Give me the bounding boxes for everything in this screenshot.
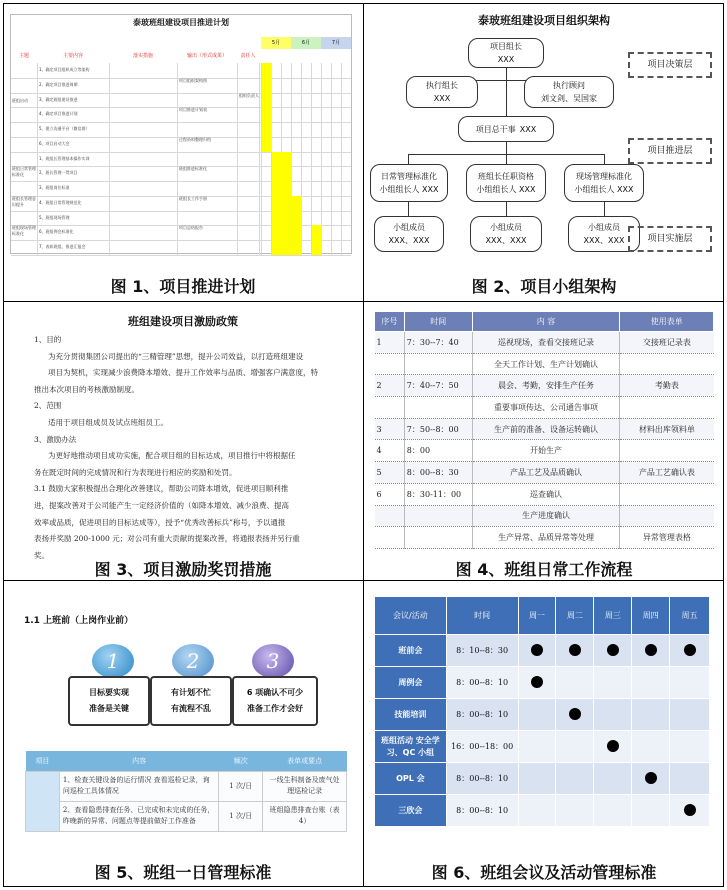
table-row: [375, 731, 710, 763]
table-row: [375, 667, 710, 699]
table-cell: 7：30--7：40: [404, 332, 472, 354]
org-node-title: 小组成员: [588, 223, 620, 232]
table-cell: 1、检查关键设备的运行情况 查看巡检记录，询问巡检工具体情况: [59, 771, 218, 801]
table-row: [375, 527, 714, 549]
org-node-name: XXX: [433, 94, 451, 103]
task-label: 2、确定项目推进周期: [39, 81, 78, 87]
activity-name: 技能培训: [375, 699, 447, 731]
table-cell: 重要事项传达、公司通告事项: [472, 397, 620, 419]
table-cell: 4: [375, 440, 405, 462]
org-chart-title: 泰玻班组建设项目组织架构: [478, 14, 610, 27]
column-header: 时间: [446, 597, 518, 635]
table-row: [375, 440, 714, 462]
column-header: 频次: [219, 751, 263, 771]
org-node-general-manager: [458, 116, 554, 142]
table-cell: [620, 397, 714, 419]
grid-line: [11, 152, 351, 153]
task-label: 1、确定项目组织成立等架构: [39, 67, 90, 72]
scheduled-dot-icon: [607, 644, 619, 656]
table-cell: 巡视现场，查看交接班记录: [472, 332, 620, 354]
org-node-leader: [468, 38, 544, 68]
table-cell: 产品工艺确认表: [620, 462, 714, 484]
task-label: 1、班组长管理基本操作实训: [39, 155, 90, 161]
grid-line: [11, 122, 351, 123]
table-row: [375, 483, 714, 505]
column-header: 内容: [59, 751, 218, 771]
activity-name: 班前会: [375, 635, 447, 667]
table-row: [375, 795, 710, 827]
org-node-name: XXX: [497, 55, 515, 64]
principle-card-3: 6 项确认不可少 准备工作才会好: [232, 676, 318, 726]
scheduled-dot-icon: [684, 644, 696, 656]
table-row: [375, 353, 714, 375]
org-node-group-1: [370, 164, 448, 202]
day-cell: [670, 763, 710, 795]
caption-fig3: 图 3、项目激励奖罚措施: [94, 560, 272, 579]
step-badge-3: 3: [252, 644, 294, 678]
owner-label: 组织负责人: [239, 92, 259, 98]
policy-paragraph: 奖。: [34, 550, 49, 560]
task-label: 5、建立沟通平台（微信群）: [39, 126, 90, 132]
day-cell: [556, 795, 594, 827]
output-label: 项目总结报告: [179, 225, 203, 231]
column-header: 落实措施: [132, 53, 153, 59]
output-label: 班组推进标准化: [179, 166, 207, 172]
month-header: 5月: [261, 37, 291, 49]
table-cell: 8：00: [404, 440, 472, 462]
table-cell: 7：50--8：00: [404, 418, 472, 440]
day-cell: [670, 667, 710, 699]
policy-paragraph: 1、目的: [34, 335, 62, 344]
column-header: 周一: [518, 597, 556, 635]
principle-card-1: 目标要实现 准备是关键: [68, 676, 150, 726]
table-cell: 材料出库领料单: [620, 418, 714, 440]
policy-paragraph: 推出本次项目的考核激励制度。: [34, 384, 139, 394]
scheduled-dot-icon: [645, 644, 657, 656]
activity-name: OPL 会: [375, 763, 447, 795]
org-node-title: 小组成员: [393, 223, 425, 232]
day-cell: [556, 635, 594, 667]
caption-fig6: 图 6、班组会议及活动管理标准: [431, 863, 657, 882]
org-node-title: 执行组长: [426, 81, 458, 90]
day-cell: [556, 699, 594, 731]
table-row: [375, 462, 714, 484]
org-node-exec-leader: [406, 76, 478, 108]
day-cell: [518, 699, 556, 731]
activity-time: 8：10--8：30: [446, 635, 518, 667]
policy-paragraph: 效率或品质，促进项目的目标达成等），授予“优秀改善标兵”称号，予以通报: [34, 517, 286, 527]
table-cell: 生产异常、品质异常等处理: [472, 527, 620, 549]
table-cell: 2、查看隐患排查任务、已完成和未完成的任务，昨晚新的异常、问题点等提前做好工作准备: [59, 801, 218, 831]
day-cell: [518, 667, 556, 699]
org-node-consultant: [524, 76, 614, 108]
task-label: 4、班组日常管理规范化: [39, 199, 82, 205]
policy-paragraph: 3、激励办法: [34, 434, 77, 444]
day-cell: [632, 699, 670, 731]
table-cell: 交接班记录表: [620, 332, 714, 354]
org-chart: [364, 4, 724, 301]
day-cell: [632, 763, 670, 795]
activity-time: 8：00--8：10: [446, 667, 518, 699]
task-label: 6、班组例会标准化: [39, 229, 74, 235]
phase-label: 班组日常管理标准化: [12, 166, 36, 178]
policy-paragraph: 3.1 鼓励大家积极提出合理化改善建议，帮助公司降本增效，促进项目顺利推: [34, 484, 289, 494]
table-cell: 2: [375, 375, 405, 397]
output-label: 班组长工作手册: [179, 195, 207, 201]
day-cell: [518, 763, 556, 795]
table-cell: 巡查确认: [472, 483, 620, 505]
policy-title: 班组建设项目激励政策: [128, 315, 238, 328]
table-cell: 产品工艺及品质确认: [472, 462, 620, 484]
org-node-group-3: [564, 164, 644, 202]
org-node-title: 班组长任职资格: [478, 172, 534, 181]
org-node-title: 项目组长: [490, 42, 522, 51]
task-label: 5、班组现场管理: [39, 214, 70, 220]
table-row: [375, 397, 714, 419]
table-cell: 考勤表: [620, 375, 714, 397]
table-row: [375, 699, 710, 731]
output-label: 项目推进计划表: [179, 107, 207, 113]
table-cell: 8：00--8：30: [404, 462, 472, 484]
column-header: 项目: [26, 751, 60, 771]
caption-fig4: 图 4、班组日常工作流程: [455, 560, 633, 579]
step-badge-1: 1: [92, 644, 134, 678]
section-subtitle: 1.1 上班前（上岗作业前）: [24, 616, 134, 626]
day-cell: [670, 699, 710, 731]
table-cell: [375, 397, 405, 419]
table-row: [375, 418, 714, 440]
org-node-name: XXX: [519, 124, 537, 134]
table-cell: [375, 527, 405, 549]
column-header: 周三: [594, 597, 632, 635]
day-cell: [556, 763, 594, 795]
day-cell: [594, 667, 632, 699]
policy-paragraph: 表扬并奖励 200-1000 元；对公司有重大贡献的提案改善，将通报表扬并另行重: [34, 534, 300, 544]
column-header: 时间: [404, 312, 472, 332]
table-cell: [620, 505, 714, 527]
day-cell: [670, 731, 710, 763]
day-cell: [670, 795, 710, 827]
org-node-name: XXX、XXX: [583, 236, 625, 245]
policy-paragraph: 为充分贯彻集团公司提出的“三精管理”思想，提升公司效益，以打造班组建设: [48, 351, 304, 361]
org-node-name: XXX、XXX: [388, 236, 430, 245]
table-cell: 1 次/日: [219, 801, 263, 831]
table-cell: 一线生科制备及废气处理巡检记录: [263, 771, 347, 801]
daily-workflow-table: [374, 311, 714, 549]
table-row: [375, 505, 714, 527]
grid-divider-row-2: [3, 580, 724, 581]
column-header: 周五: [670, 597, 710, 635]
principle-card-2: 有计划不忙 有流程不乱: [150, 676, 232, 726]
table-cell: [620, 483, 714, 505]
grid-line: [11, 93, 351, 94]
column-header: 周二: [556, 597, 594, 635]
column-header: 主要内容: [62, 53, 83, 59]
day-cell: [670, 635, 710, 667]
activity-time: 8：00--8：10: [446, 795, 518, 827]
task-label: 2、班长管理一贯项目: [39, 170, 78, 176]
gantt-grid: [11, 63, 351, 255]
table-cell: 1: [375, 332, 405, 354]
task-label: 3、确定班组建设推进: [39, 96, 78, 102]
org-node-member-2: [470, 216, 542, 252]
table-cell: [26, 771, 60, 831]
step-badge-2: 2: [172, 644, 214, 678]
column-header: 输出（形式成果）: [186, 53, 227, 59]
scheduled-dot-icon: [531, 644, 543, 656]
task-label: 4、确定项目推进计划: [39, 111, 78, 117]
table-cell: 生产进度确认: [472, 505, 620, 527]
policy-paragraph: 项目为契机，实现减少浪费降本增效、提升工作效率与品质、增强客户满意度，特: [48, 368, 318, 378]
org-node-title: 小组成员: [490, 223, 522, 232]
policy-paragraph: 务在既定时间的完成情况和行为表现进行相应的奖励和处罚。: [34, 467, 237, 477]
table-cell: 1 次/日: [219, 771, 263, 801]
legend-implementation-layer: 项目实施层: [628, 226, 712, 252]
task-label: 6、项目启动大会: [39, 140, 70, 146]
output-label: 项目组织架构图: [179, 77, 207, 83]
table-cell: 异常管理表格: [620, 527, 714, 549]
activity-time: 8：00--8：10: [446, 699, 518, 731]
table-cell: [404, 353, 472, 375]
day-cell: [518, 795, 556, 827]
activity-name: 三欣会: [375, 795, 447, 827]
scheduled-dot-icon: [531, 676, 543, 688]
table-cell: 6: [375, 483, 405, 505]
scheduled-dot-icon: [569, 644, 581, 656]
legend-promotion-layer: 项目推进层: [628, 138, 712, 164]
column-header: 主题: [18, 53, 29, 59]
policy-paragraph: 进，提案改善对于公司能产生一定经济价值的（如降本增效、减少浪费、提高: [34, 501, 289, 510]
activity-name: 班组活动 安全学习、QC 小组: [375, 731, 447, 763]
table-row: [26, 801, 347, 831]
day-cell: [518, 731, 556, 763]
column-header: 周四: [632, 597, 670, 635]
policy-paragraph: 适用于项目组成员及试点班组员工。: [48, 418, 168, 427]
table-cell: 生产前的准备、设备运转确认: [472, 418, 620, 440]
column-header: 使用表单: [620, 312, 714, 332]
caption-fig2: 图 2、项目小组架构: [471, 277, 617, 296]
gantt-bar: [292, 196, 302, 255]
caption-fig5: 图 5、班组一日管理标准: [94, 863, 272, 882]
column-header: 序号: [375, 312, 405, 332]
table-cell: [375, 353, 405, 375]
table-cell: [375, 505, 405, 527]
legend-decision-layer: 项目决策层: [628, 52, 712, 78]
day-cell: [556, 667, 594, 699]
phase-label: 班组启动: [12, 98, 28, 104]
activity-time: 8：00--8：10: [446, 763, 518, 795]
gantt-bar: [262, 63, 272, 152]
gantt-spreadsheet: [10, 14, 352, 254]
table-cell: 晨会、考勤，安排生产任务: [472, 375, 620, 397]
column-header: 表单或要点: [263, 751, 347, 771]
day-cell: [594, 699, 632, 731]
grid-line: [11, 255, 351, 256]
column-header: 内 容: [472, 312, 620, 332]
task-label: 3、班组岗位标准: [39, 185, 70, 191]
day-cell: [518, 635, 556, 667]
meeting-schedule-table: [374, 596, 710, 827]
column-header: 会议/活动: [375, 597, 447, 635]
table-cell: [404, 397, 472, 419]
daily-management-table: [25, 751, 347, 832]
table-row: [375, 375, 714, 397]
org-node-title: 日常管理标准化: [381, 172, 437, 181]
org-node-name: XXX、XXX: [485, 236, 527, 245]
day-cell: [632, 667, 670, 699]
day-cell: [556, 731, 594, 763]
day-cell: [632, 635, 670, 667]
output-label: 过程资料整理归档: [179, 136, 211, 142]
table-cell: [404, 505, 472, 527]
gantt-bar: [282, 152, 292, 255]
table-cell: [620, 353, 714, 375]
org-node-name: 小组组长人 XXX: [379, 185, 439, 194]
table-row: [375, 635, 710, 667]
table-cell: [404, 527, 472, 549]
table-cell: 全天工作计划、生产计划确认: [472, 353, 620, 375]
org-node-name: 小组组长人 XXX: [574, 185, 634, 194]
scheduled-dot-icon: [645, 772, 657, 784]
activity-time: 16：00--18：00: [446, 731, 518, 763]
table-row: [26, 771, 347, 801]
column-header: 责任人: [240, 53, 256, 59]
scheduled-dot-icon: [569, 708, 581, 720]
connector: [506, 66, 507, 116]
org-node-title: 执行顾问: [553, 81, 585, 90]
org-node-member-1: [374, 216, 444, 252]
table-cell: 开始生产: [472, 440, 620, 462]
org-node-name: 刘文剑、吴国家: [541, 94, 597, 103]
grid-divider-row-1: [3, 301, 724, 302]
policy-paragraph: 2、范围: [34, 401, 62, 411]
day-cell: [594, 635, 632, 667]
connector: [506, 141, 507, 155]
day-cell: [594, 731, 632, 763]
scheduled-dot-icon: [607, 740, 619, 752]
scheduled-dot-icon: [684, 804, 696, 816]
table-cell: 3: [375, 418, 405, 440]
policy-paragraph: 为更好地推动项目成功实施，配合项目组的目标达成，项目推行中将根据任: [48, 451, 296, 461]
day-cell: [632, 795, 670, 827]
gantt-bar: [272, 152, 282, 255]
table-cell: 班组隐患排查台账（表 4）: [263, 801, 347, 831]
day-cell: [594, 795, 632, 827]
month-header: 7月: [321, 37, 351, 49]
table-row: [375, 763, 710, 795]
day-cell: [632, 731, 670, 763]
phase-label: 班组现场管理标准化: [12, 225, 36, 237]
gantt-title: 泰玻班组建设项目推进计划: [133, 18, 229, 27]
caption-fig1: 图 1、项目推进计划: [110, 277, 256, 296]
activity-name: 周例会: [375, 667, 447, 699]
org-node-title: 现场管理标准化: [576, 172, 632, 181]
table-cell: [620, 440, 714, 462]
table-cell: 5: [375, 462, 405, 484]
task-label: 7、表彰班组、推进汇报会: [39, 244, 86, 250]
table-cell: 8：30-11：00: [404, 483, 472, 505]
org-node-title: 项目总干事: [475, 124, 516, 134]
grid-line: [11, 181, 351, 182]
gantt-bar: [312, 225, 322, 255]
table-row: [375, 332, 714, 354]
org-node-group-2: [466, 164, 546, 202]
table-cell: 7：40--7：50: [404, 375, 472, 397]
phase-label: 班组长管理意识提升: [12, 195, 36, 207]
month-header: 6月: [291, 37, 321, 49]
org-node-name: 小组组长人 XXX: [476, 185, 536, 194]
day-cell: [594, 763, 632, 795]
